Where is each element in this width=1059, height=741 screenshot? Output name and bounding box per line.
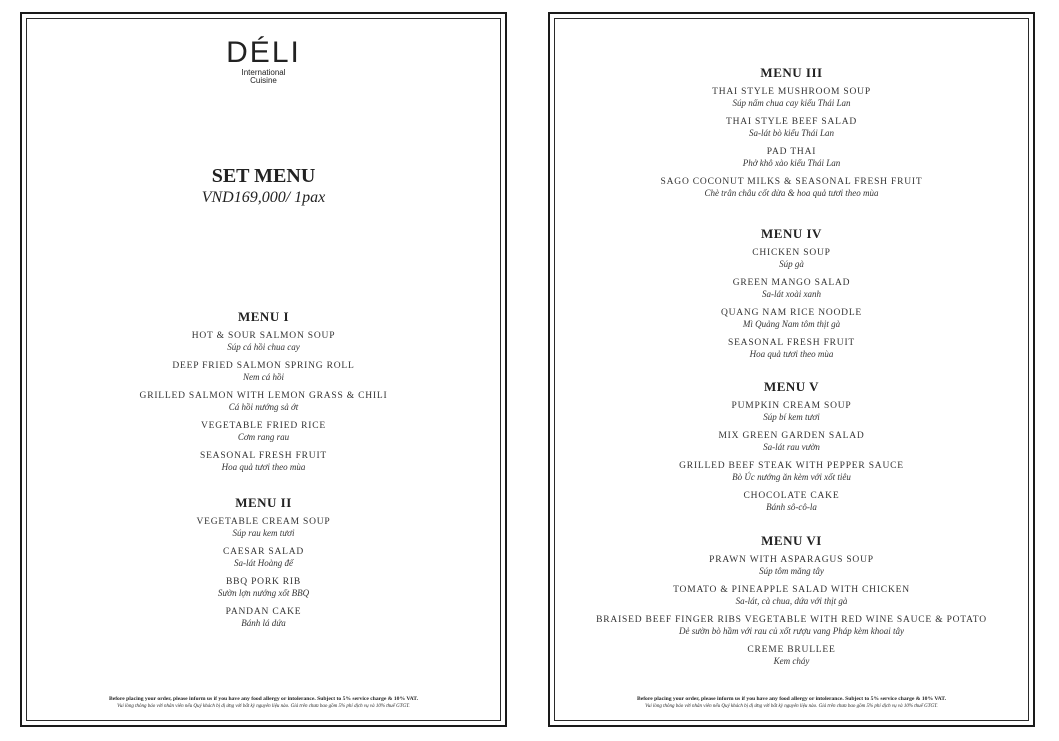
menu-section-2 xyxy=(27,495,500,637)
footer-note-vn: Vui lòng thông báo với nhân viên nếu Quý khách bị dị ứng với bất kỳ nguyên liệu nào. Giá trên chưa bao gồm 5% phí dịch vụ và 10% thuế GTGT. xyxy=(645,704,938,709)
dish-name-vn: Súp rau kem tươi xyxy=(232,528,295,538)
dish-item xyxy=(555,645,1028,666)
dish-name-en: HOT & SOUR SALMON SOUP xyxy=(191,331,336,341)
footer-note-vn: Vui lòng thông báo với nhân viên nếu Quý khách bị dị ứng với bất kỳ nguyên liệu nào. Giá trên chưa bao gồm 5% phí dịch vụ và 10% thuế GTGT. xyxy=(117,704,410,709)
dish-item xyxy=(27,361,500,382)
dish-name-vn: Cá hồi nướng sả ớt xyxy=(228,402,299,412)
dish-name-vn: Súp nấm chua cay kiểu Thái Lan xyxy=(732,98,851,108)
dish-name-en: MIX GREEN GARDEN SALAD xyxy=(718,431,865,441)
dish-name-en: VEGETABLE CREAM SOUP xyxy=(196,517,331,527)
dish-name-vn: Sa-lát Hoàng đế xyxy=(234,558,293,568)
dish-item xyxy=(555,585,1028,606)
dish-item xyxy=(555,248,1028,269)
menu-heading: MENU III xyxy=(760,65,823,80)
dish-name-vn: Súp tôm măng tây xyxy=(759,566,824,576)
dish-item xyxy=(27,607,500,628)
dish-item xyxy=(555,338,1028,359)
menu-section-6 xyxy=(555,533,1028,675)
dish-item xyxy=(555,461,1028,482)
dish-name-en: CHOCOLATE CAKE xyxy=(743,491,840,501)
dish-item xyxy=(27,451,500,472)
menu-heading: MENU VI xyxy=(761,533,822,548)
dish-name-vn: Sa-lát xoài xanh xyxy=(762,289,821,299)
dish-item xyxy=(27,391,500,412)
allergy-footer xyxy=(555,695,1028,710)
page-inner-frame xyxy=(26,18,501,721)
dish-name-en: BRAISED BEEF FINGER RIBS VEGETABLE WITH RED WINE SAUCE & POTATO xyxy=(596,615,987,625)
dish-item xyxy=(555,147,1028,168)
deli-logo xyxy=(27,37,500,85)
dish-item xyxy=(27,577,500,598)
menu-heading: MENU V xyxy=(763,379,820,394)
dish-name-vn: Sa-lát rau vườn xyxy=(763,442,820,452)
dish-name-en: BBQ PORK RIB xyxy=(225,577,302,587)
dish-name-en: THAI STYLE MUSHROOM SOUP xyxy=(712,87,871,97)
dish-name-en: PAD THAI xyxy=(766,147,817,157)
dish-item xyxy=(27,517,500,538)
dish-name-en: PUMPKIN CREAM SOUP xyxy=(731,401,852,411)
dish-name-en: THAI STYLE BEEF SALAD xyxy=(725,117,858,127)
allergy-footer xyxy=(27,695,500,710)
dish-item xyxy=(555,87,1028,108)
menu-heading: MENU IV xyxy=(761,226,822,241)
dish-item xyxy=(27,547,500,568)
footer-note-en: Before placing your order, please inform us if you have any food allergy or intolerance. Subject to 5% service charge & 10% VAT. xyxy=(636,696,947,702)
dish-name-en: SAGO COCONUT MILKS & SEASONAL FRESH FRUIT xyxy=(660,177,923,187)
dish-name-en: VEGETABLE FRIED RICE xyxy=(200,421,326,431)
dish-name-vn: Nem cá hồi xyxy=(243,372,284,382)
dish-item xyxy=(555,555,1028,576)
dish-name-en: SEASONAL FRESH FRUIT xyxy=(727,338,856,348)
dish-name-vn: Sa-lát bò kiểu Thái Lan xyxy=(749,128,834,138)
dish-name-vn: Súp cá hồi chua cay xyxy=(227,342,300,352)
dish-name-en: GRILLED BEEF STEAK WITH PEPPER SAUCE xyxy=(679,461,904,471)
page-inner-frame xyxy=(554,18,1029,721)
dish-item xyxy=(555,278,1028,299)
dish-item xyxy=(555,491,1028,512)
dish-name-vn: Bò Úc nướng ăn kèm với xốt tiêu xyxy=(732,472,851,482)
dish-name-vn: Dẻ sườn bò hầm với rau củ xốt rượu vang Pháp kèm khoai tây xyxy=(679,626,904,636)
dish-name-vn: Sườn lợn nướng xốt BBQ xyxy=(217,588,310,598)
dish-name-vn: Hoa quả tươi theo mùa xyxy=(749,349,834,359)
dish-name-en: QUANG NAM RICE NOODLE xyxy=(720,308,863,318)
dish-name-en: CAESAR SALAD xyxy=(222,547,305,557)
dish-name-en: PANDAN CAKE xyxy=(225,607,302,617)
dish-name-en: GRILLED SALMON WITH LEMON GRASS & CHILI xyxy=(139,391,388,401)
dish-item xyxy=(555,117,1028,138)
menu-section-5 xyxy=(555,379,1028,521)
menu-section-4 xyxy=(555,226,1028,368)
dish-name-en: CREME BRULLEE xyxy=(747,645,836,655)
dish-name-en: CHICKEN SOUP xyxy=(752,248,831,258)
dish-item xyxy=(555,401,1028,422)
dish-name-en: SEASONAL FRESH FRUIT xyxy=(199,451,328,461)
footer-note-en: Before placing your order, please inform us if you have any food allergy or intolerance. Subject to 5% service charge & 10% VAT. xyxy=(108,696,419,702)
logo-subtitle-1: International xyxy=(241,68,286,77)
dish-name-vn: Hoa quả tươi theo mùa xyxy=(221,462,306,472)
dish-name-en: GREEN MANGO SALAD xyxy=(732,278,851,288)
dish-item xyxy=(27,331,500,352)
dish-item xyxy=(555,177,1028,198)
dish-item xyxy=(555,615,1028,636)
dish-name-vn: Sa-lát, cà chua, dứa với thịt gà xyxy=(735,596,848,606)
dish-name-vn: Mì Quảng Nam tôm thịt gà xyxy=(742,319,841,329)
menu-page-right xyxy=(548,12,1035,727)
set-menu-title: SET MENU xyxy=(211,165,316,187)
dish-name-en: TOMATO & PINEAPPLE SALAD WITH CHICKEN xyxy=(673,585,910,595)
logo-subtitle-2: Cuisine xyxy=(250,76,277,85)
menu-section-3 xyxy=(555,65,1028,207)
dish-name-vn: Súp gà xyxy=(779,259,804,269)
menu-heading: MENU II xyxy=(235,495,292,510)
logo-word: DÉLI xyxy=(226,36,301,69)
dish-item xyxy=(555,308,1028,329)
dish-item xyxy=(27,421,500,442)
menu-section-1 xyxy=(27,309,500,481)
dish-name-vn: Súp bí kem tươi xyxy=(763,412,820,422)
menu-page-left xyxy=(20,12,507,727)
dish-name-vn: Phở khô xào kiểu Thái Lan xyxy=(742,158,841,168)
dish-item xyxy=(555,431,1028,452)
dish-name-en: PRAWN WITH ASPARAGUS SOUP xyxy=(709,555,874,565)
dish-name-vn: Bánh sô-cô-la xyxy=(766,502,817,512)
menu-heading: MENU I xyxy=(237,309,290,324)
dish-name-vn: Kem cháy xyxy=(773,656,810,666)
dish-name-vn: Cơm rang rau xyxy=(237,432,290,442)
dish-name-vn: Bánh lá dứa xyxy=(241,618,286,628)
dish-name-en: DEEP FRIED SALMON SPRING ROLL xyxy=(172,361,355,371)
dish-name-vn: Chè trân châu cốt dừa & hoa quả tươi theo mùa xyxy=(704,188,879,198)
set-menu-price: VND169,000/ 1pax xyxy=(201,189,326,206)
